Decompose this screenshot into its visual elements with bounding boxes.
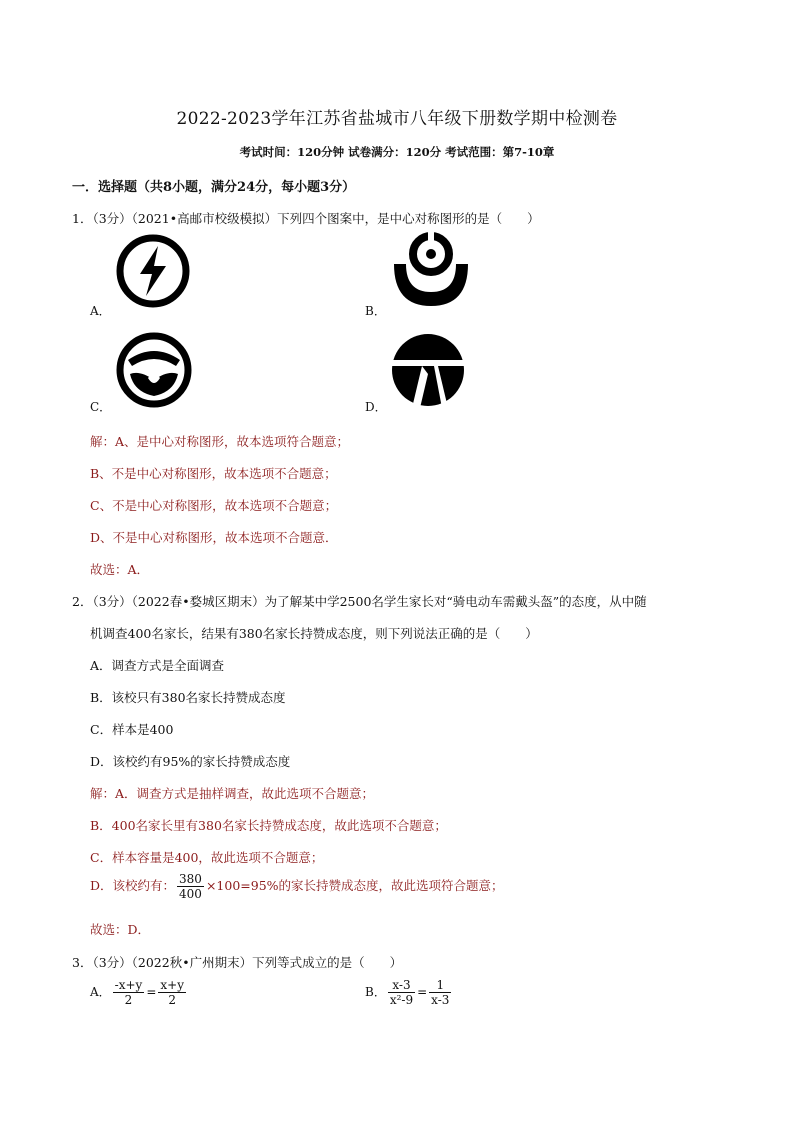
- equals-sign: =: [417, 985, 428, 999]
- q3-option-a: [90, 978, 188, 1007]
- q1-solution-line-3: C、不是中心对称图形，故本选项不合题意；: [90, 498, 338, 513]
- q1-answer: 故选：A．: [90, 562, 150, 577]
- fraction: [388, 978, 415, 1007]
- q2-option-a: A．调查方式是全面调查: [90, 658, 225, 673]
- question-2-stem-line-2: 机调查400名家长，结果有380名家长持赞成态度，则下列说法正确的是（ ）: [90, 626, 538, 641]
- q1-solution-line-2: B、不是中心对称图形，故本选项不合题意；: [90, 466, 337, 481]
- fraction-numerator: 380: [179, 872, 202, 886]
- figure-d-emblem-icon: [388, 330, 468, 410]
- figure-c-emblem-icon: [114, 330, 194, 410]
- q1-solution-line-1: 解：A、是中心对称图形，故本选项符合题意；: [90, 434, 350, 449]
- question-2-stem-line-1: 2．（3分）（2022春•婺城区期末）为了解某中学2500名学生家长对“骑电动车需戴头盔”的态度，从中随: [72, 594, 647, 609]
- fraction-denominator: x-3: [431, 993, 450, 1007]
- fraction-denominator: 2: [124, 993, 133, 1007]
- fraction-numerator: 1: [429, 978, 451, 993]
- page-title: 2022-2023学年江苏省盐城市八年级下册数学期中检测卷: [176, 109, 618, 129]
- q2-option-d: D．该校约有95%的家长持赞成态度: [90, 754, 291, 769]
- section-heading: 一．选择题（共8小题，满分24分，每小题3分）: [72, 180, 356, 195]
- q2-option-b: B．该校只有380名家长持赞成态度: [90, 690, 286, 705]
- figure-b-emblem-icon: [388, 232, 474, 312]
- q2-solution-a: 解：A．调查方式是抽样调查，故此选项不合题意；: [90, 786, 375, 801]
- fraction-denominator: 2: [168, 993, 177, 1007]
- q1-option-a-label: A．: [90, 304, 111, 318]
- equals-sign: =: [146, 985, 157, 999]
- q2-solution-d-suffix: ×100=95%的家长持赞成态度，故此选项符合题意；: [205, 878, 504, 893]
- exam-info: 考试时间：120分钟 试卷满分：120分 考试范围：第7-10章: [239, 145, 555, 159]
- q1-option-d-label: D．: [365, 400, 387, 414]
- fraction-numerator: x+y: [160, 978, 184, 992]
- question-1-stem: 1．（3分）（2021•高邮市校级模拟）下列四个图案中，是中心对称图形的是（ ）: [72, 211, 540, 226]
- q2-solution-d: [90, 872, 504, 901]
- q2-option-c: C．样本是400: [90, 722, 174, 737]
- q2-solution-b: B．400名家长里有380名家长持赞成态度，故此选项不合题意；: [90, 818, 447, 833]
- q2-answer: 故选：D．: [90, 922, 151, 937]
- q1-solution-line-4: D、不是中心对称图形，故本选项不合题意．: [90, 530, 338, 545]
- fraction-numerator: x-3: [388, 978, 415, 993]
- fraction: [177, 872, 204, 901]
- q3-option-a-label: A．: [90, 985, 111, 999]
- figure-a-lightning-icon: [114, 232, 192, 310]
- question-3-stem: 3．（3分）（2022秋•广州期末）下列等式成立的是（ ）: [72, 955, 403, 970]
- q2-solution-d-prefix: D．该校约有：: [90, 878, 176, 893]
- q2-solution-c: C．样本容量是400，故此选项不合题意；: [90, 850, 324, 865]
- q3-option-b: [365, 978, 453, 1007]
- fraction: [113, 978, 145, 1007]
- fraction: [158, 978, 186, 1007]
- q1-option-b-label: B．: [365, 304, 386, 318]
- fraction-denominator: x²-9: [389, 993, 414, 1007]
- fraction-numerator: -x+y: [114, 978, 143, 992]
- q1-option-c-label: C．: [90, 400, 112, 414]
- fraction: [429, 978, 451, 1007]
- q3-option-b-label: B．: [365, 985, 386, 999]
- fraction-denominator: 400: [179, 887, 202, 901]
